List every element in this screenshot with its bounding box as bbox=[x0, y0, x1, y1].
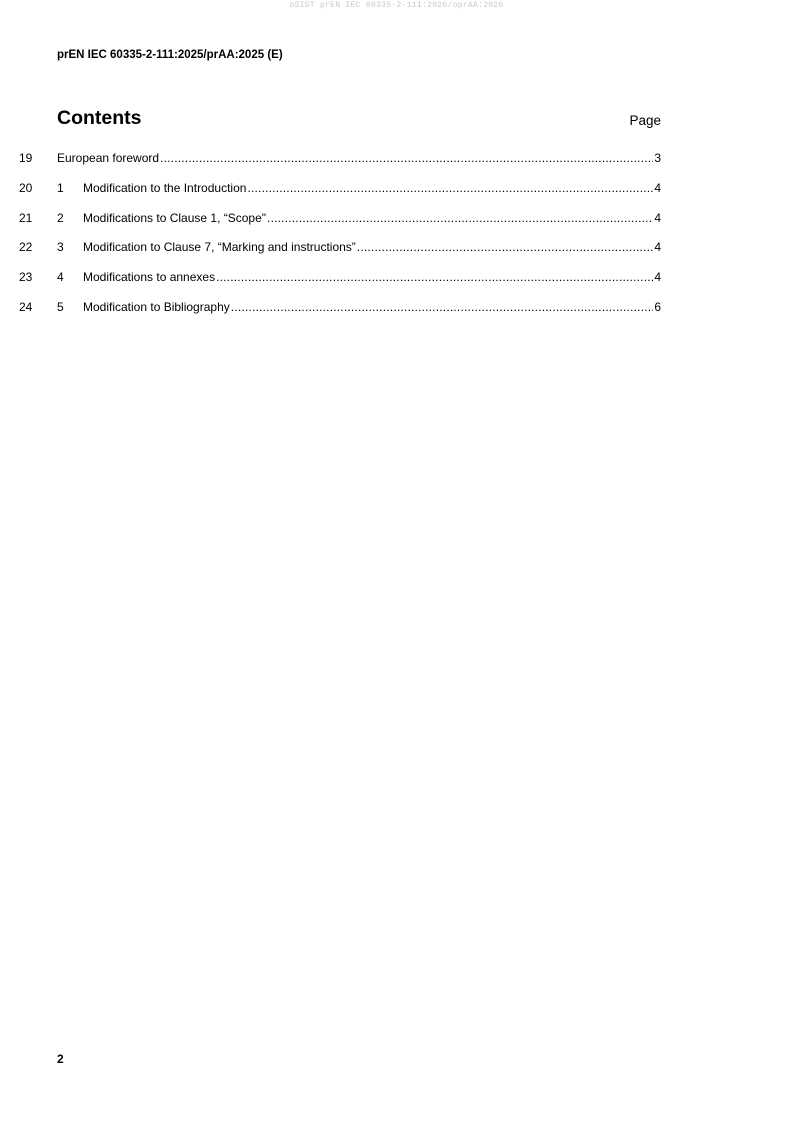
toc-entry-number: 1 bbox=[57, 181, 64, 195]
dot-leader bbox=[267, 210, 653, 226]
toc-row-marking-instructions[interactable] bbox=[0, 239, 793, 255]
dot-leader bbox=[247, 180, 653, 196]
toc-entry-title: Modification to Bibliography bbox=[83, 300, 230, 314]
toc-entry[interactable] bbox=[57, 299, 661, 315]
toc-entry[interactable] bbox=[57, 150, 661, 166]
toc-entry-page: 4 bbox=[654, 270, 661, 284]
toc-entry-page: 6 bbox=[654, 300, 661, 314]
toc-entry-page: 3 bbox=[654, 151, 661, 165]
toc-row-bibliography[interactable] bbox=[0, 299, 793, 315]
toc-row-scope[interactable] bbox=[0, 210, 793, 226]
line-number: 20 bbox=[19, 181, 33, 195]
page-column-label: Page bbox=[629, 113, 661, 128]
footer-page-number: 2 bbox=[57, 1052, 64, 1066]
line-number: 23 bbox=[19, 270, 33, 284]
toc-entry-number: 5 bbox=[57, 300, 64, 314]
toc-row-european-foreword[interactable] bbox=[0, 150, 793, 166]
toc-entry[interactable] bbox=[57, 180, 661, 196]
toc-entry-title: Modifications to Clause 1, “Scope" bbox=[83, 211, 267, 225]
watermark-text: oSIST prEN IEC 60335-2-111:2026/oprAA:2026 bbox=[289, 1, 504, 10]
toc-entry-number: 2 bbox=[57, 211, 64, 225]
line-number: 21 bbox=[19, 211, 33, 225]
dot-leader bbox=[231, 299, 654, 315]
line-number: 24 bbox=[19, 300, 33, 314]
toc-entry[interactable] bbox=[57, 269, 661, 285]
toc-entry-title: Modifications to annexes bbox=[83, 270, 216, 284]
document-identifier: prEN IEC 60335-2-111:2025/prAA:2025 (E) bbox=[57, 49, 283, 61]
line-number: 22 bbox=[19, 240, 33, 254]
toc-row-introduction[interactable] bbox=[0, 180, 793, 196]
toc-entry[interactable] bbox=[57, 239, 661, 255]
dot-leader bbox=[216, 269, 653, 285]
toc-entry-title: Modification to Clause 7, “Marking and instructions” bbox=[83, 240, 356, 254]
toc-entry-page: 4 bbox=[654, 240, 661, 254]
toc-entry-page: 4 bbox=[654, 181, 661, 195]
toc-entry-title: European foreword bbox=[57, 151, 160, 165]
toc-entry[interactable] bbox=[57, 210, 661, 226]
toc-entry-title: Modification to the Introduction bbox=[83, 181, 247, 195]
toc-entry-number: 3 bbox=[57, 240, 64, 254]
toc-entry-number: 4 bbox=[57, 270, 64, 284]
toc-entry-page: 4 bbox=[654, 211, 661, 225]
dot-leader bbox=[160, 150, 653, 166]
toc-row-annexes[interactable] bbox=[0, 269, 793, 285]
line-number: 19 bbox=[19, 151, 33, 165]
contents-heading: Contents bbox=[57, 107, 142, 129]
dot-leader bbox=[357, 239, 654, 255]
